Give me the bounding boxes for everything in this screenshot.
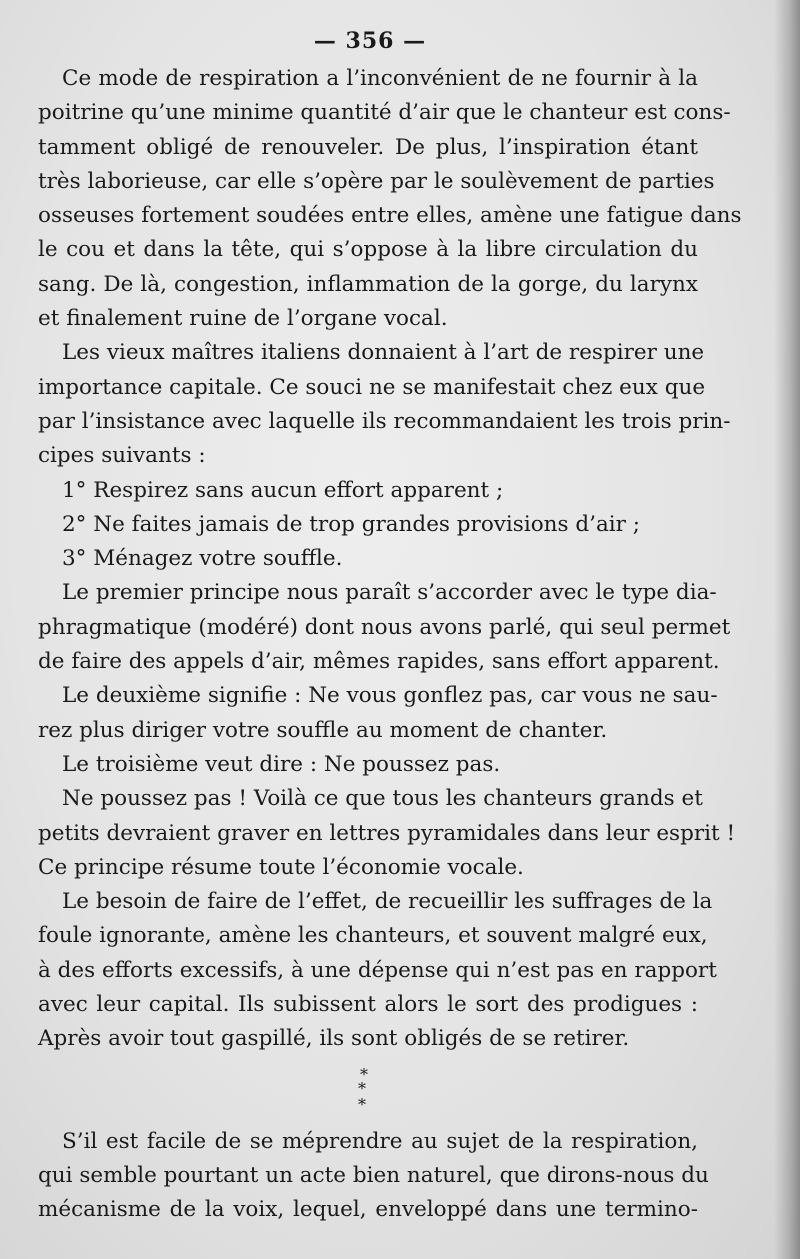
- asterism-bottom-stars: * *: [358, 1078, 370, 1114]
- principle-item-2: 2° Ne faites jamais de trop grandes provisions d’air ;: [62, 511, 641, 537]
- paragraph-4-line-2: rez plus diriger votre souffle au moment de chanter.: [38, 717, 608, 743]
- paragraph-6-line-2: petits devraient graver en lettres pyramidales dans leur esprit !: [38, 820, 736, 846]
- section-break-asterism: [38, 1057, 698, 1125]
- paragraph-7-line-5: Après avoir tout gaspillé, ils sont obligés de se retirer.: [38, 1026, 630, 1052]
- paragraph-1-line-2: poitrine qu’une minime quantité d’air que le chanteur est cons-: [38, 100, 731, 126]
- paragraph-2-line-1: Les vieux maîtres italiens donnaient à l’art de respirer une: [62, 340, 705, 366]
- paragraph-1-line-6: le cou et dans la tête, qui s’oppose à la libre circulation du: [38, 237, 698, 263]
- paragraph-2-line-4: cipes suivants :: [38, 443, 206, 469]
- paragraph-8-line-2: qui semble pourtant un acte bien naturel, que dirons-nous du: [38, 1162, 709, 1188]
- principle-item-3: 3° Ménagez votre souffle.: [62, 546, 343, 572]
- paragraph-5-line-1: Le troisième veut dire : Ne poussez pas.: [62, 751, 501, 777]
- paragraph-3-line-3: de faire des appels d’air, mêmes rapides, sans effort apparent.: [38, 649, 720, 675]
- paragraph-1-line-8: et finalement ruine de l’organe vocal.: [38, 306, 448, 332]
- paragraph-3-line-1: Le premier principe nous paraît s’accorder avec le type dia-: [62, 580, 717, 606]
- paragraph-6-line-3: Ce principe résume toute l’économie vocale.: [38, 854, 524, 880]
- body-text: [38, 62, 742, 1228]
- paragraph-1-line-7: sang. De là, congestion, inflammation de la gorge, du larynx: [38, 271, 698, 297]
- asterism-top-star: *: [360, 1064, 368, 1084]
- paragraph-6-line-1: Ne poussez pas ! Voilà ce que tous les chanteurs grands et: [62, 786, 703, 812]
- paragraph-8-line-3: mécanisme de la voix, lequel, enveloppé dans une termino-: [38, 1197, 698, 1223]
- paragraph-1-line-5: osseuses fortement soudées entre elles, amène une fatigue dans: [38, 203, 742, 229]
- paragraph-2-line-3: par l’insistance avec laquelle ils recommandaient les trois prin-: [38, 408, 731, 434]
- paragraph-1-line-4: très laborieuse, car elle s’opère par le soulèvement de parties: [38, 168, 715, 194]
- paragraph-1-line-1: Ce mode de respiration a l’inconvénient de ne fournir à la: [62, 66, 698, 91]
- paragraph-7-line-3: à des efforts excessifs, à une dépense qui n’est pas en rapport: [38, 957, 717, 983]
- paragraph-7-line-4: avec leur capital. Ils subissent alors le sort des prodigues :: [38, 992, 698, 1018]
- page-edge-shadow: [774, 0, 800, 1259]
- page-number: — 356 —: [313, 28, 427, 54]
- paragraph-7-line-1: Le besoin de faire de l’effet, de recueillir les suffrages de la: [62, 889, 713, 915]
- paragraph-1-line-3: tamment obligé de renouveler. De plus, l’inspiration étant: [38, 134, 698, 160]
- principle-item-1: 1° Respirez sans aucun effort apparent ;: [62, 477, 504, 503]
- paragraph-4-line-1: Le deuxième signifie : Ne vous gonflez pas, car vous ne sau-: [62, 683, 718, 709]
- paragraph-3-line-2: phragmatique (modéré) dont nous avons parlé, qui seul permet: [38, 614, 731, 640]
- paragraph-8-line-1: S’il est facile de se méprendre au sujet de la respiration,: [62, 1128, 698, 1154]
- paragraph-7-line-2: foule ignorante, amène les chanteurs, et souvent malgré eux,: [38, 923, 708, 949]
- paragraph-2-line-2: importance capitale. Ce souci ne se manifestait chez eux que: [38, 374, 706, 400]
